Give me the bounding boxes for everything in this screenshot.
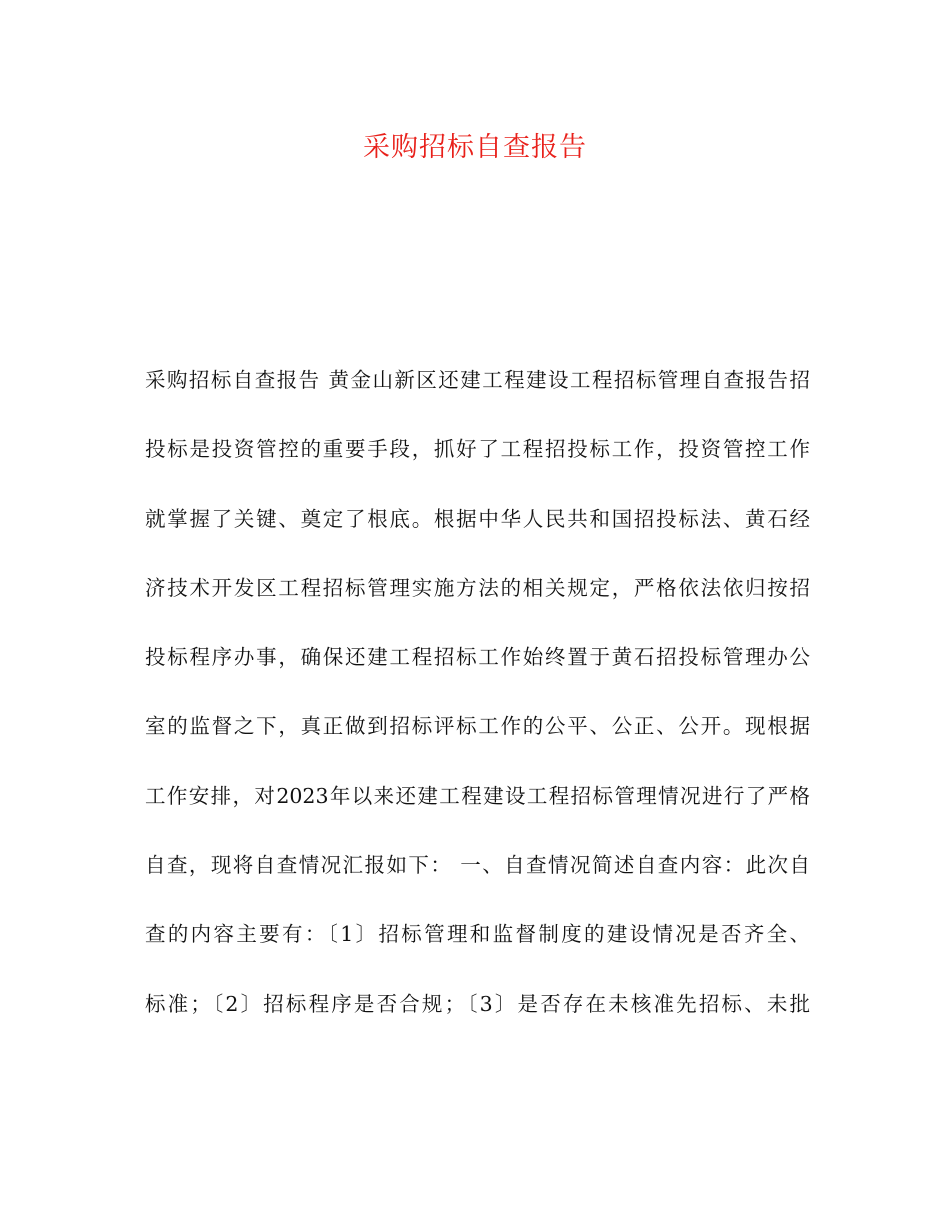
body-line: 投标程序办事，确保还建工程招标工作始终置于黄石招投标管理办公 <box>145 645 810 670</box>
document-title: 采购招标自查报告 <box>363 132 587 163</box>
body-line: 济技术开发区工程招标管理实施方法的相关规定，严格依法依归按招 <box>145 575 810 600</box>
body-line: 室的监督之下，真正做到招标评标工作的公平、公正、公开。现根据 <box>145 714 810 739</box>
body-line: 工作安排，对2023年以来还建工程建设工程招标管理情况进行了严格 <box>145 783 810 808</box>
body-line: 就掌握了关键、奠定了根底。根据中华人民共和国招投标法、黄石经 <box>145 506 810 531</box>
body-line: 采购招标自查报告 黄金山新区还建工程建设工程招标管理自查报告招 <box>145 368 810 392</box>
body-line: 投标是投资管控的重要手段，抓好了工程招投标工作，投资管控工作 <box>145 437 810 462</box>
body-line: 标准；〔2〕招标程序是否合规；〔3〕是否存在未核准先招标、未批 <box>145 991 810 1016</box>
document-body <box>145 360 810 1053</box>
body-line: 自查，现将自查情况汇报如下： 一、自查情况简述自查内容：此次自 <box>145 853 810 878</box>
body-line: 查的内容主要有：〔1〕招标管理和监督制度的建设情况是否齐全、 <box>145 922 810 947</box>
